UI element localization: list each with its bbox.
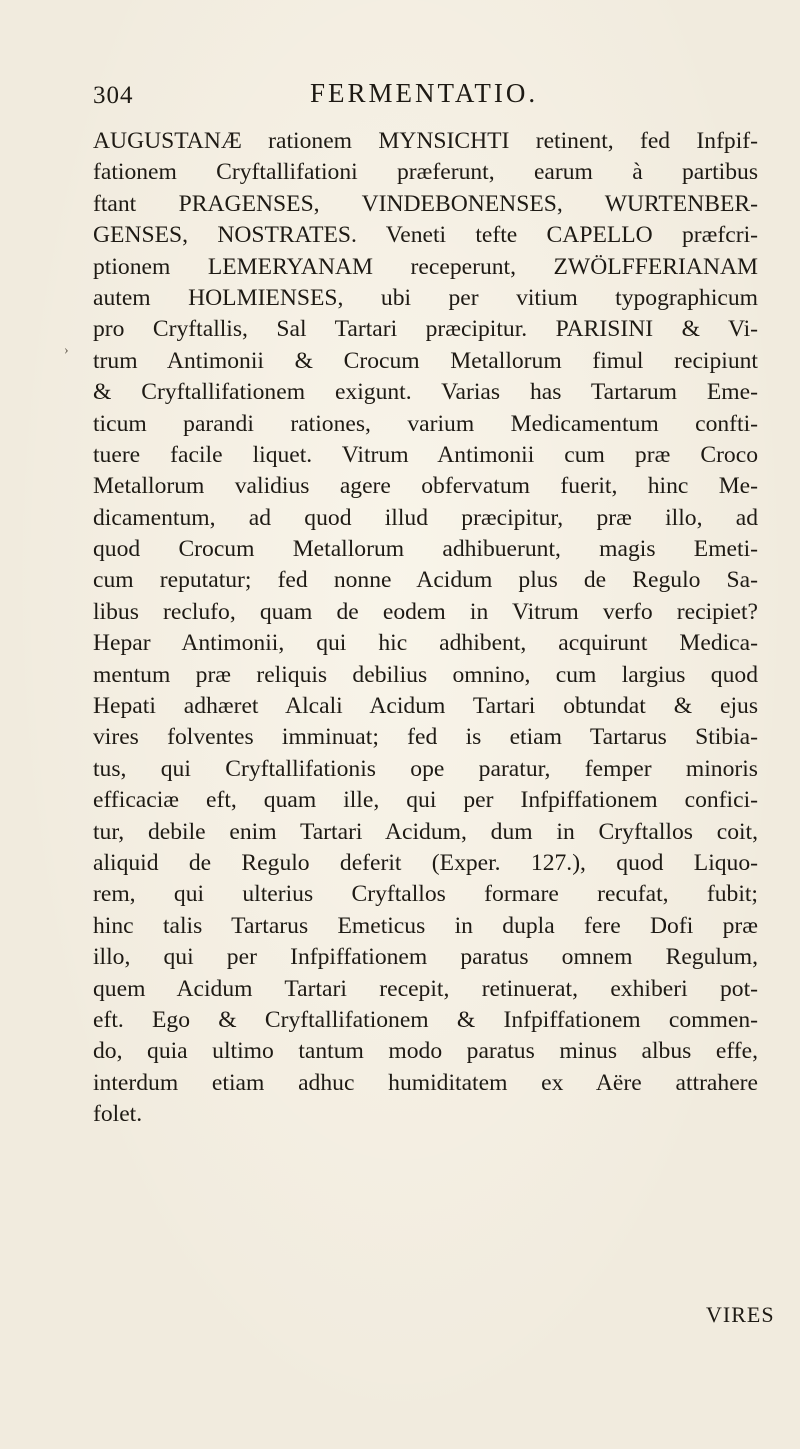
text-line: trum Antimonii & Crocum Metallorum fimul recipiunt: [93, 347, 758, 374]
text-line: interdum etiam adhuc humiditatem ex Aëre attrahere: [93, 1069, 758, 1096]
text-line: ptionem LEMERYANAM receperunt, ZWÖLFFERIANAM: [93, 253, 758, 280]
text-line: mentum præ reliquis debilius omnino, cum largius quod: [93, 661, 758, 688]
text-line: vires folventes imminuat; fed is etiam Tartarus Stibia-: [93, 724, 758, 751]
text-line: tus, qui Cryftallifationis ope paratur, femper minoris: [93, 755, 758, 782]
text-line: do, quia ultimo tantum modo paratus minus albus effe,: [93, 1038, 758, 1065]
text-line: Hepati adhæret Alcali Acidum Tartari obtundat & ejus: [93, 693, 758, 720]
text-line: pro Cryftallis, Sal Tartari præcipitur. PARISINI & Vi-: [93, 316, 758, 343]
text-line: fationem Cryftallifationi præferunt, earum à partibus: [93, 159, 758, 186]
text-line: Metallorum validius agere obfervatum fuerit, hinc Me-: [93, 473, 758, 500]
text-line: tuere facile liquet. Vitrum Antimonii cum præ Croco: [93, 441, 758, 468]
text-line: eft. Ego & Cryftallifationem & Infpiffationem commen-: [93, 1006, 758, 1033]
text-line: GENSES, NOSTRATES. Veneti tefte CAPELLO præfcri-: [93, 222, 758, 249]
text-line: illo, qui per Infpiffationem paratus omnem Regulum,: [93, 944, 758, 971]
text-line: quem Acidum Tartari recepit, retinuerat, exhiberi pot-: [93, 975, 758, 1002]
text-line: libus reclufo, quam de eodem in Vitrum verfo recipiet?: [93, 598, 758, 625]
text-line: hinc talis Tartarus Emeticus in dupla fere Dofi præ: [93, 912, 758, 939]
text-line: folet.: [93, 1101, 143, 1128]
text-line: tur, debile enim Tartari Acidum, dum in Cryftallos coit,: [93, 818, 758, 845]
page-number: 304: [93, 82, 134, 109]
text-line: cum reputatur; fed nonne Acidum plus de Regulo Sa-: [93, 567, 758, 594]
text-line: ftant PRAGENSES, VINDEBONENSES, WURTENBER-: [93, 190, 758, 217]
text-line: autem HOLMIENSES, ubi per vitium typographicum: [93, 284, 758, 311]
running-title: FERMENTATIO.: [310, 78, 539, 108]
text-line: dicamentum, ad quod illud præcipitur, præ illo, ad: [93, 504, 758, 531]
text-line: quod Crocum Metallorum adhibuerunt, magis Emeti-: [93, 536, 758, 563]
text-line: efficaciæ eft, quam ille, qui per Infpiffationem confici-: [93, 787, 758, 814]
text-line: AUGUSTANÆ rationem MYNSICHTI retinent, fed Infpif-: [93, 128, 758, 154]
margin-mark: ›: [64, 343, 69, 358]
page-header: [93, 78, 753, 118]
text-line: aliquid de Regulo deferit (Exper. 127.), quod Liquo-: [93, 849, 758, 876]
text-line: rem, qui ulterius Cryftallos formare recufat, fubit;: [93, 881, 758, 908]
body-text: [93, 126, 758, 1131]
text-line: ticum parandi rationes, varium Medicamentum confti-: [93, 410, 758, 437]
text-line: Hepar Antimonii, qui hic adhibent, acquirunt Medica-: [93, 630, 758, 657]
catchword: VIRES: [706, 1302, 775, 1327]
text-line: & Cryftallifationem exigunt. Varias has Tartarum Eme-: [93, 379, 758, 406]
